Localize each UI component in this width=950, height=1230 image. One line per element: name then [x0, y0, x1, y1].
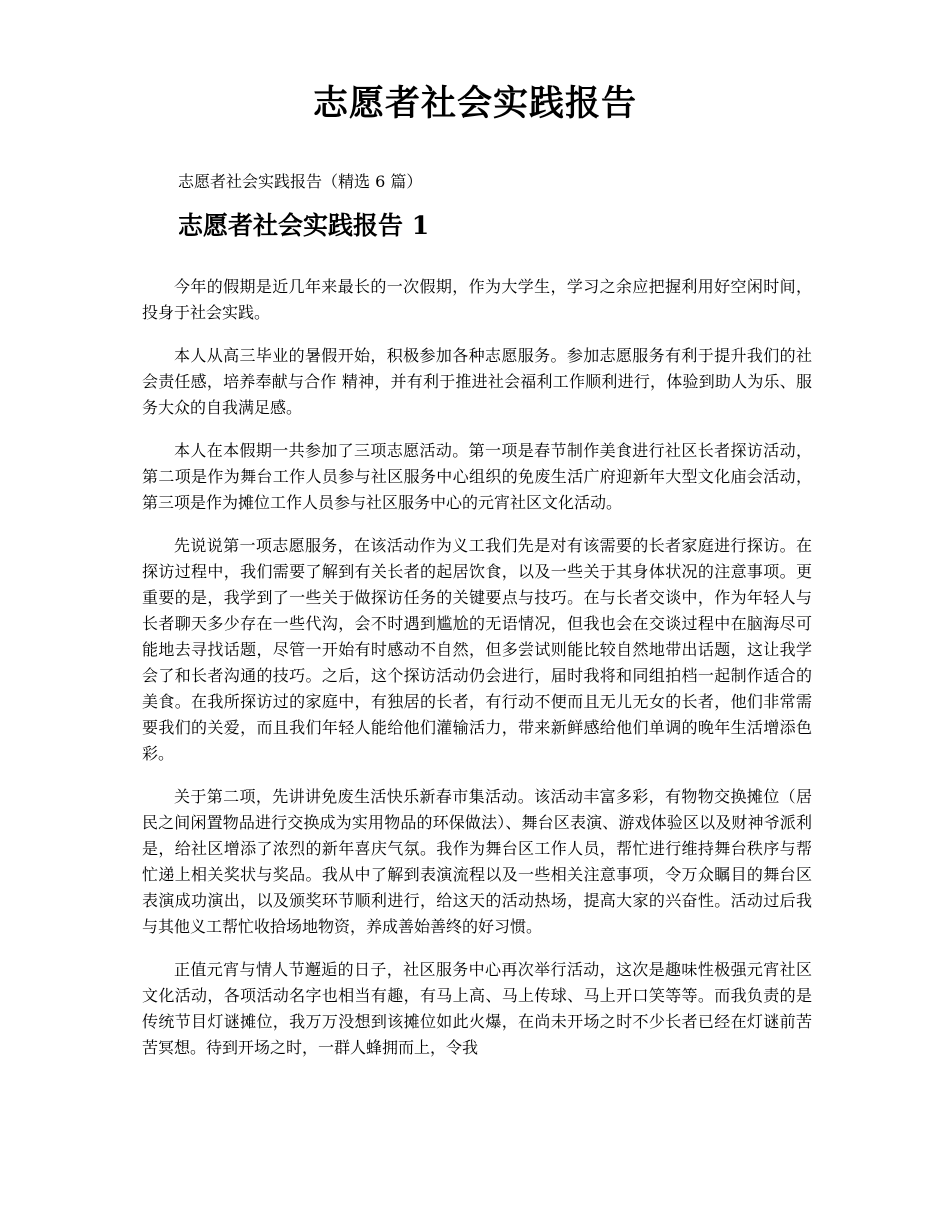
paragraph-6: 正值元宵与情人节邂逅的日子，社区服务中心再次举行活动，这次是趣味性极强元宵社区文化活动，各项活动名字也相当有趣，有马上高、马上传球、马上开口笑等等。而我负责的是传统节目灯谜摊位，我万万没想到该摊位如此火爆，在尚未开场之时不少长者已经在灯谜前苦苦冥想。待到开场之时，一群人蜂拥而上，令我 [142, 960, 812, 1057]
section-heading: 志愿者社会实践报告 1 [178, 211, 430, 240]
paragraph-1: 今年的假期是近几年来最长的一次假期，作为大学生，学习之余应把握利用好空闲时间，投身于社会实践。 [142, 277, 812, 322]
document-subtitle: 志愿者社会实践报告（精选 6 篇） [178, 172, 423, 191]
paragraph-5: 关于第二项，先讲讲免废生活快乐新春市集活动。该活动丰富多彩，有物物交换摊位（居民之间闲置物品进行交换成为实用物品的环保做法）、舞台区表演、游戏体验区以及财神爷派利是，给社区增添了浓烈的新年喜庆气氛。我作为舞台区工作人员，帮忙进行维持舞台秩序与帮忙递上相关奖状与奖品。我从中了解到表演流程以及一些相关注意事项，令万众瞩目的舞台区表演成功演出，以及颁奖环节顺利进行，给这天的活动热场，提高大家的兴奋性。活动过后我与其他义工帮忙收拾场地物资，养成善始善终的好习惯。 [142, 787, 812, 936]
document-title: 志愿者社会实践报告 [312, 83, 637, 124]
paragraph-2: 本人从高三毕业的暑假开始，积极参加各种志愿服务。参加志愿服务有利于提升我们的社会责任感，培养奉献与合作 精神，并有利于推进社会福利工作顺利进行，体验到助人为乐、服务大众的自我满足感。 [142, 346, 812, 417]
body-text [142, 274, 812, 1078]
paragraph-4: 先说说第一项志愿服务，在该活动作为义工我们先是对有该需要的长者家庭进行探访。在探访过程中，我们需要了解到有关长者的起居饮食，以及一些关于其身体状况的注意事项。更重要的是，我学到了一些关于做探访任务的关键要点与技巧。在与长者交谈中，作为年轻人与长者聊天多少存在一些代沟，会不时遇到尴尬的无语情况，但我也会在交谈过程中在脑海尽可能地去寻找话题，尽管一开始有时感动不自然，但多尝试则能比较自然地带出话题，这让我学会了和长者沟通的技巧。之后，这个探访活动仍会进行，届时我将和同组拍档一起制作适合的美食。在我所探访过的家庭中，有独居的长者，有行动不便而且无儿无女的长者，他们非常需要我们的关爱，而且我们年轻人能给他们灌输活力，带来新鲜感给他们单调的晚年生活增添色彩。 [142, 536, 812, 763]
paragraph-3: 本人在本假期一共参加了三项志愿活动。第一项是春节制作美食进行社区长者探访活动，第二项是作为舞台工作人员参与社区服务中心组织的免废生活广府迎新年大型文化庙会活动，第三项是作为摊位工作人员参与社区服务中心的元宵社区文化活动。 [142, 441, 812, 512]
